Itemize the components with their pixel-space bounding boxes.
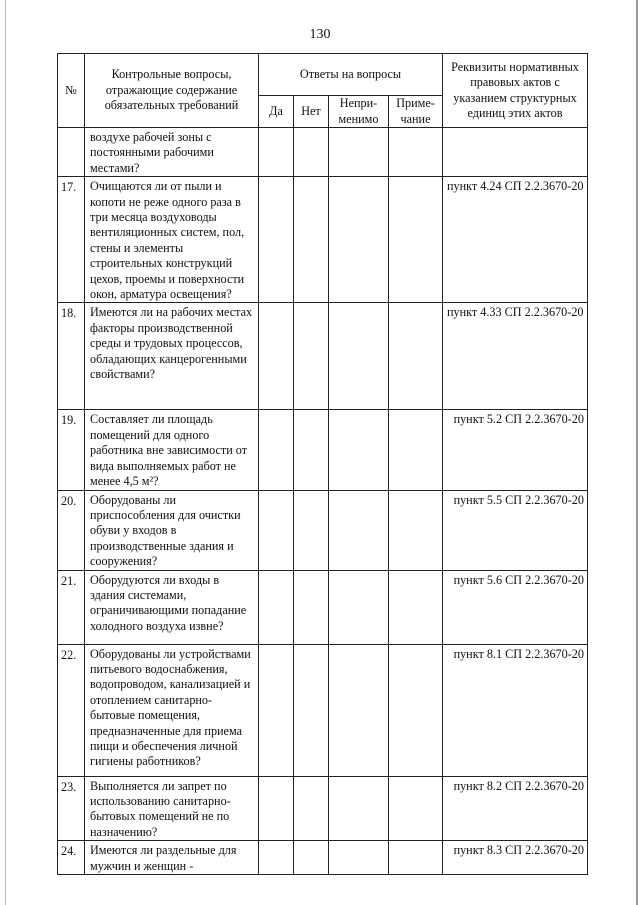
header-yes: Да — [259, 96, 294, 128]
row-number: 17. — [58, 177, 85, 303]
answer-yes-cell — [259, 776, 294, 841]
row-reference: пункт 4.33 СП 2.2.3670-20 — [443, 303, 588, 410]
page-number: 130 — [309, 27, 331, 42]
answer-no-cell — [294, 644, 329, 776]
row-number: 23. — [58, 776, 85, 841]
row-number: 22. — [58, 644, 85, 776]
row-number: 21. — [58, 570, 85, 644]
row-question: Имеются ли на рабочих местах факторы производственной среды и трудовых процессов, обладающих канцерогенными свойствами? — [85, 303, 259, 410]
row-question: Выполняется ли запрет по использованию санитарно-бытовых помещений не по назначению? — [85, 776, 259, 841]
answer-not-applicable-cell — [329, 570, 389, 644]
row-reference: пункт 5.2 СП 2.2.3670-20 — [443, 410, 588, 490]
table-row — [58, 177, 588, 303]
answer-yes-cell — [259, 410, 294, 490]
answer-note-cell — [389, 776, 443, 841]
answer-not-applicable-cell — [329, 177, 389, 303]
checklist-table — [57, 53, 588, 875]
answer-no-cell — [294, 410, 329, 490]
answer-note-cell — [389, 644, 443, 776]
answer-not-applicable-cell — [329, 841, 389, 875]
row-question: воздухе рабочей зоны с постоянными рабочими местами? — [85, 128, 259, 177]
row-number: 20. — [58, 490, 85, 570]
row-reference: пункт 5.6 СП 2.2.3670-20 — [443, 570, 588, 644]
answer-yes-cell — [259, 644, 294, 776]
page-edge-right — [636, 0, 638, 905]
answer-not-applicable-cell — [329, 490, 389, 570]
header-answers: Ответы на вопросы — [259, 54, 443, 96]
answer-yes-cell — [259, 128, 294, 177]
answer-note-cell — [389, 490, 443, 570]
header-no: Нет — [294, 96, 329, 128]
header-not-applicable: Непри- менимо — [329, 96, 389, 128]
page-edge-left — [5, 0, 6, 905]
answer-yes-cell — [259, 490, 294, 570]
header-note: Приме- чание — [389, 96, 443, 128]
row-question: Оборудуются ли входы в здания системами, ограничивающими попадание холодного воздуха извне? — [85, 570, 259, 644]
answer-note-cell — [389, 128, 443, 177]
row-question: Составляет ли площадь помещений для одного работника вне зависимости от вида выполняемых работ не менее 4,5 м²? — [85, 410, 259, 490]
row-reference: пункт 8.1 СП 2.2.3670-20 — [443, 644, 588, 776]
row-question: Оборудованы ли устройствами питьевого водоснабжения, водопроводом, канализацией и отоплением санитарно-бытовые помещения, предназначенные для приема пищи и обеспечения личной гигиены работников? — [85, 644, 259, 776]
table-row — [58, 644, 588, 776]
row-reference — [443, 128, 588, 177]
row-question: Очищаются ли от пыли и копоти не реже одного раза в три месяца воздуховоды вентиляционных систем, пол, стены и элементы строительных конструкций цехов, проемы и поверхности окон, арматура освещения? — [85, 177, 259, 303]
table-row — [58, 570, 588, 644]
answer-note-cell — [389, 841, 443, 875]
table-row — [58, 410, 588, 490]
answer-not-applicable-cell — [329, 303, 389, 410]
table-row — [58, 490, 588, 570]
row-number: 18. — [58, 303, 85, 410]
answer-yes-cell — [259, 303, 294, 410]
row-question: Имеются ли раздельные для мужчин и женщин - — [85, 841, 259, 875]
answer-note-cell — [389, 570, 443, 644]
row-number: 24. — [58, 841, 85, 875]
answer-no-cell — [294, 128, 329, 177]
row-reference: пункт 5.5 СП 2.2.3670-20 — [443, 490, 588, 570]
answer-no-cell — [294, 841, 329, 875]
table-row — [58, 776, 588, 841]
header-requisites: Реквизиты нормативных правовых актов с указанием структурных единиц этих актов — [443, 54, 588, 128]
answer-not-applicable-cell — [329, 776, 389, 841]
header-questions: Контрольные вопросы, отражающие содержание обязательных требований — [85, 54, 259, 128]
answer-not-applicable-cell — [329, 644, 389, 776]
answer-no-cell — [294, 177, 329, 303]
answer-yes-cell — [259, 841, 294, 875]
row-reference: пункт 4.24 СП 2.2.3670-20 — [443, 177, 588, 303]
row-reference: пункт 8.3 СП 2.2.3670-20 — [443, 841, 588, 875]
answer-note-cell — [389, 177, 443, 303]
answer-not-applicable-cell — [329, 410, 389, 490]
answer-not-applicable-cell — [329, 128, 389, 177]
header-num: № — [58, 54, 85, 128]
answer-note-cell — [389, 303, 443, 410]
answer-no-cell — [294, 303, 329, 410]
answer-note-cell — [389, 410, 443, 490]
row-number: 19. — [58, 410, 85, 490]
row-reference: пункт 8.2 СП 2.2.3670-20 — [443, 776, 588, 841]
row-question: Оборудованы ли приспособления для очистки обуви у входов в производственные здания и сооружения? — [85, 490, 259, 570]
answer-no-cell — [294, 490, 329, 570]
answer-no-cell — [294, 570, 329, 644]
table-row — [58, 128, 588, 177]
row-number — [58, 128, 85, 177]
answer-yes-cell — [259, 177, 294, 303]
answer-yes-cell — [259, 570, 294, 644]
answer-no-cell — [294, 776, 329, 841]
table-row — [58, 841, 588, 875]
table-row — [58, 303, 588, 410]
